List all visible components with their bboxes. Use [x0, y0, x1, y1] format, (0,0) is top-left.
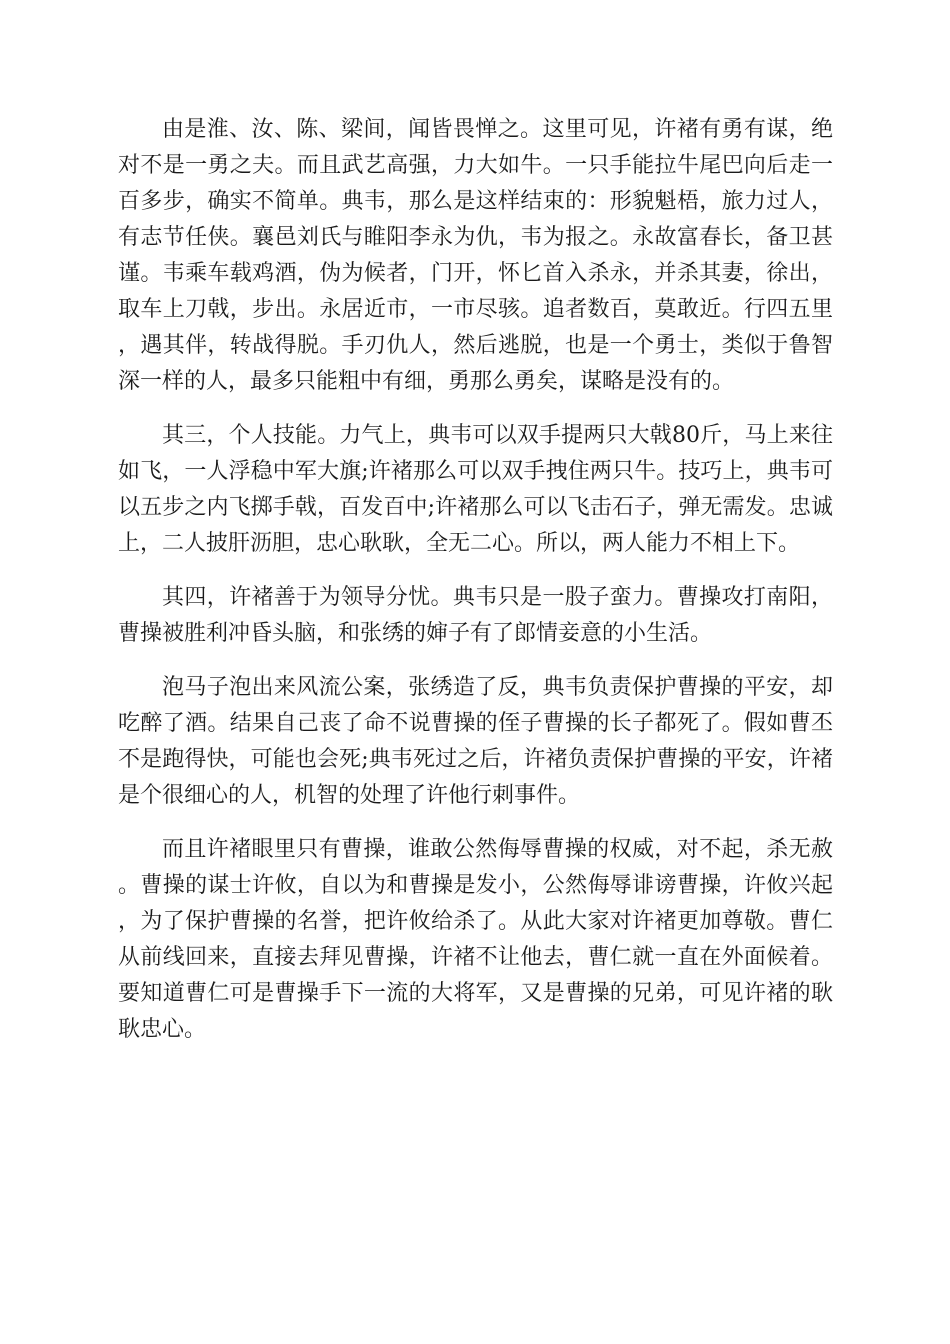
document-page [118, 112, 833, 1066]
paragraph-3: 其四，许褚善于为领导分忧。典韦只是一股子蛮力。曹操攻打南阳，曹操被胜利冲昏头脑，和张绣的婶子有了郎情妾意的小生活。 [118, 585, 833, 646]
paragraph-1: 由是淮、汝、陈、梁间，闻皆畏惮之。这里可见，许褚有勇有谋，绝对不是一勇之夫。而且武艺高强，力大如牛。一只手能拉牛尾巴向后走一百多步，确实不简单。典韦，那么是这样结束的：形貌魁梧，旅力过人，有志节任侠。襄邑刘氏与睢阳李永为仇，韦为报之。永故富春长，备卫甚谨。韦乘车载鸡酒，伪为候者，门开，怀匕首入杀永，并杀其妻，徐出，取车上刀戟，步出。永居近市，一市尽骇。追者数百，莫敢近。行四五里，遇其伴，转战得脱。手刃仇人，然后逃脱，也是一个勇士，类似于鲁智深一样的人，最多只能粗中有细，勇那么勇矣，谋略是没有的。 [118, 117, 833, 394]
paragraph-5: 而且许褚眼里只有曹操，谁敢公然侮辱曹操的权威，对不起，杀无赦。曹操的谋士许攸，自以为和曹操是发小，公然侮辱诽谤曹操，许攸兴起，为了保护曹操的名誉，把许攸给杀了。从此大家对许褚更加尊敬。曹仁从前线回来，直接去拜见曹操，许褚不让他去，曹仁就一直在外面候着。要知道曹仁可是曹操手下一流的大将军，又是曹操的兄弟，可见许褚的耿耿忠心。 [118, 837, 833, 1042]
paragraph-2: 其三，个人技能。力气上，典韦可以双手提两只大戟80斤，马上来往如飞，一人浮稳中军大旗;许褚那么可以双手拽住两只牛。技巧上，典韦可以五步之内飞掷手戟，百发百中;许褚那么可以飞击石子，弹无需发。忠诚上，二人披肝沥胆，忠心耿耿，全无二心。所以，两人能力不相上下。 [118, 423, 833, 556]
paragraph-4: 泡马子泡出来风流公案，张绣造了反，典韦负责保护曹操的平安，却吃醉了酒。结果自己丧了命不说曹操的侄子曹操的长子都死了。假如曹丕不是跑得快，可能也会死;典韦死过之后，许褚负责保护曹操的平安，许褚是个很细心的人，机智的处理了许他行刺事件。 [118, 675, 833, 808]
